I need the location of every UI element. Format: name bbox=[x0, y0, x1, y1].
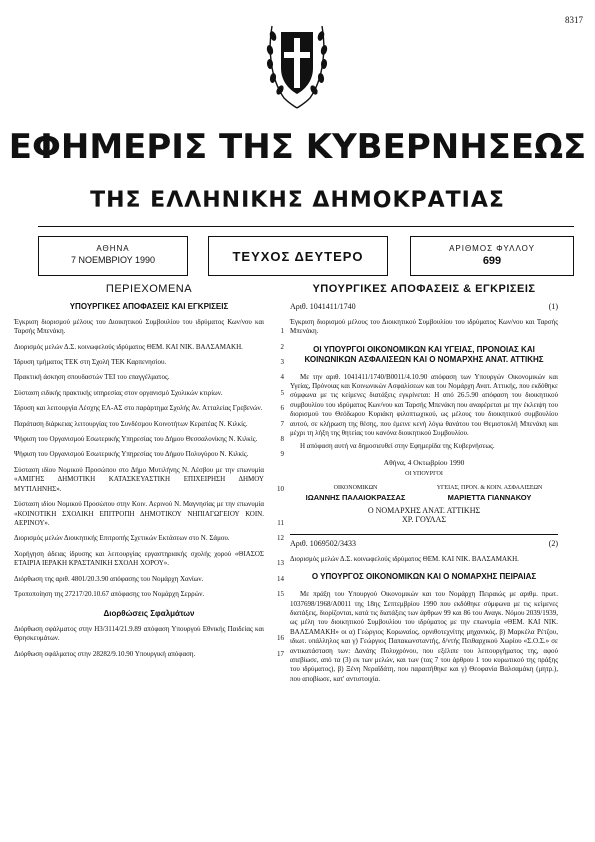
toc-entry bbox=[14, 373, 284, 382]
toc-entry bbox=[14, 389, 284, 398]
toc-entry bbox=[14, 466, 284, 494]
toc-entry bbox=[14, 420, 284, 429]
toc-entry-text: Χορήγηση άδειας ίδρυσης και λειτουργίας εργαστηριακής σχολής χορού «ΘΙΑΣΟΣ ΕΤΑΙΡΙΑ ΙΕΡΑΚΗ ΚΡΑΣΤΑΝΙΚΗ ΣΧΟΛΗ ΧΟΡΟΥ». bbox=[14, 549, 264, 568]
toc-entry bbox=[14, 575, 284, 584]
signatory-role: ΟΙΚΟΝΟΜΙΚΩΝ bbox=[333, 484, 378, 491]
toc-entry bbox=[14, 318, 284, 337]
toc-entry-page: 1 bbox=[280, 327, 284, 336]
toc-entry-text: Σύσταση ειδικής πρακτικής υπηρεσίας στον οργανισμό Σχολικών κτιρίων. bbox=[14, 388, 223, 397]
toc-entry-text: Έγκριση διορισμού μέλους του Διοικητικού Συμβουλίου του ιδρύματος Κων/νου και Ταρσής Μπενάκη. bbox=[14, 317, 264, 336]
toc-entry-page: 4 bbox=[280, 373, 284, 382]
toc-entry-page: 15 bbox=[277, 589, 284, 598]
toc-entry-page: 9 bbox=[280, 450, 284, 459]
toc-entry-text: Ίδρυση και λειτουργία Λέσχης ΕΛ-ΑΣ στο παράρτημα Σχολής Αν. Ατταλείας Γρεβενών. bbox=[14, 404, 263, 413]
toc-entry-text: Διορισμός μελών Διοικητικής Επιτροπής Σχετικών Εκτάσεων στο Ν. Σάμου. bbox=[14, 534, 230, 543]
decision-2-body: Με πράξη του Υπουργού Οικονομικών και του Νομάρχη Πειραιώς με αριθμ. πρωτ. 1037698/1968/Α0011 της 18ης Σεπτεμβρίου 1990 που εκδόθηκε σύμφωνα με τις κείμενες διατάξεις, διορίζονται, κατά τις διατάξεις των άρθρων 99 και 86 του Αναγκ. Νόμου 2039/1939, ως μέλη του διοικητικού Συμβουλίου του ιδρύματος με την επωνυμία «ΘΕΜ. ΚΑΙ ΝΙΚ. ΒΑΛΣΑΜΑΚΗ» οι α) Γεώργιος Κορωναίος, ορνιθοτεχνίτης μηχανικός, β) Μαρκέλα Ρέτζου, ιδιωτ. υπάλληλος και γ) Γεώργιος Παπακωνσταντής, δ/ντής Πειθαρχικού Χωρίου «Σ.Ο.Σ.» σε αντικατάσταση των: Δανάης Πολυχρόνου, που εξέλιπε του λειτουργήματος της, αφού απεβίωσε, από τα (3) εκ των μελών, και των (τας 7 του άρθρου 1 του κυρωτικού της πράξης του ιδρύματος), β) Ξένη Νεραϊδάτη, που παραιτήθηκε και γ) Θεοφανία Βαλσαμάκη (μητρ.), που αποβίωσε, κατ' αντιστοιχία. bbox=[290, 590, 558, 683]
toc-entry-text: Ψήφιση του Οργανισμού Εσωτερικής Υπηρεσίας του Δήμου Θεσσαλονίκης Ν. Κιλκίς. bbox=[14, 435, 258, 444]
decisions-column bbox=[290, 285, 558, 688]
toc-entry-text: Τροποποίηση της 27217/20.10.67 απόφασης του Νομάρχη Σερρών. bbox=[14, 589, 205, 598]
decision-2-subject: Διορισμός μελών Δ.Σ. κοινωφελούς ιδρύματος ΘΕΜ. ΚΑΙ ΝΙΚ. ΒΑΛΣΑΜΑΚΗ. bbox=[290, 554, 519, 563]
toc-entry bbox=[14, 500, 284, 528]
correction-entry-text: Διόρθωση σφάλματος στην 28282/9.10.90 Υπουργική απόφαση. bbox=[14, 649, 196, 658]
page-number: 8317 bbox=[565, 15, 583, 25]
correction-entry-page: 16 bbox=[277, 634, 284, 643]
decision-2-header bbox=[290, 539, 558, 548]
ministerial-decisions-heading: ΥΠΟΥΡΓΙΚΕΣ ΑΠΟΦΑΣΕΙΣ ΚΑΙ ΕΓΚΡΙΣΕΙΣ bbox=[69, 302, 229, 312]
sheet-label: ΑΡΙΘΜΟΣ ΦΥΛΛΟΥ bbox=[449, 244, 535, 253]
toc-entry bbox=[14, 358, 284, 367]
contents-column bbox=[14, 285, 284, 665]
decision-1-signatures bbox=[290, 484, 558, 503]
toc-entry-text: Ψήφιση του Οργανισμού Εσωτερικής Υπηρεσίας του Δήμου Πολυγύρου Ν. Κιλκίς. bbox=[14, 450, 249, 459]
toc-entry-page: 10 bbox=[277, 484, 284, 493]
decision-1-ref: Αριθ. 1041411/1740 bbox=[290, 302, 356, 312]
decision-1-header bbox=[290, 302, 558, 311]
toc-entry-text: Παράταση διάρκειας λειτουργίας του Συνδέσμου Κοινοτήτων Κερατέας Ν. Κιλκίς. bbox=[14, 419, 248, 428]
coat-of-arms-emblem bbox=[264, 18, 330, 110]
toc-entry bbox=[14, 550, 284, 569]
toc-entry-text: Πρακτική άσκηση σπουδαστών ΤΕΙ του επαγγέλματος. bbox=[14, 373, 170, 382]
toc-entry-page: 14 bbox=[277, 574, 284, 583]
decision-1-authority: ΟΙ ΥΠΟΥΡΓΟΙ ΟΙΚΟΝΟΜΙΚΩΝ ΚΑΙ ΥΓΕΙΑΣ, ΠΡΟΝΟΙΑΣ ΚΑΙ ΚΟΙΝΩΝΙΚΩΝ ΑΣΦΑΛΙΣΕΩΝ ΚΑΙ Ο ΝΟΜΑΡΧΗΣ ΑΝΑΤ. ΑΤΤΙΚΗΣ bbox=[304, 344, 544, 364]
toc-entry-page: 12 bbox=[277, 534, 284, 543]
decision-2-ref: Αριθ. 1069502/3433 bbox=[290, 539, 356, 549]
signature-block bbox=[306, 484, 406, 503]
masthead-rule bbox=[38, 226, 574, 227]
city-label: ΑΘΗΝΑ bbox=[96, 244, 130, 253]
toc-entry-text: Σύσταση ιδίου Νομικού Προσώπου στο Δήμο Μυτιλήνης Ν. Λέσβου με την επωνυμία «ΑΜΙΓΗΣ ΔΗΜΟΤΙΚΗ ΚΑΤΑΣΚΕΥΑΣΤΙΚΗ ΕΠΙΧΕΙΡΗΣΗ ΔΗΜΟΥ ΜΥΤΙΛΗΝΗΣ». bbox=[14, 465, 264, 493]
signatory-name: ΜΑΡΙΕΤΤΑ ΓΙΑΝΝΑΚΟΥ bbox=[447, 493, 532, 503]
toc-entry-page: 6 bbox=[280, 404, 284, 413]
toc-entry bbox=[14, 590, 284, 599]
signatory-name: ΧΡ. ΓΟΥΛΑΣ bbox=[401, 514, 447, 524]
toc-entry bbox=[14, 343, 284, 352]
toc-entry bbox=[14, 534, 284, 543]
sheet-box bbox=[410, 236, 574, 276]
signatory-name: ΙΩΑΝΝΗΣ ΠΑΛΑΙΟΚΡΑΣΣΑΣ bbox=[305, 493, 406, 503]
info-bar bbox=[38, 236, 574, 276]
sheet-number: 699 bbox=[482, 255, 502, 267]
toc-entry-text: Διορισμός μελών Δ.Σ. κοινωφελούς ιδρύματος ΘΕΜ. ΚΑΙ ΝΙΚ. ΒΑΛΣΑΜΑΚΗ. bbox=[14, 342, 243, 351]
toc-entry-text: Σύσταση ιδίου Νομικού Προσώπου στην Κοιν. Αερινού Ν. Μαγνησίας με την επωνυμία «ΚΟΙΝΟΤΙΚΗ ΣΧΟΛΙΚΗ ΕΠΙΤΡΟΠΗ ΔΗΜΟΤΙΚΟΥ ΝΗΠΙΑΓΩΓΕΙΟΥ ΚΟΙΝ. ΑΕΡΙΝΟΥ». bbox=[14, 500, 264, 527]
correction-entry-text: Διόρθωση σφάλματος στην Η3/3114/21.9.89 απόφαση Υπουργού Εθνικής Παιδείας και Θρησκευμάτων. bbox=[14, 624, 264, 643]
toc-entry-page: 3 bbox=[280, 358, 284, 367]
toc-entry bbox=[14, 435, 284, 444]
toc-entry-page: 5 bbox=[280, 388, 284, 397]
signatory-role: Ο ΝΟΜΑΡΧΗΣ ΑΝΑΤ. ΑΤΤΙΚΗΣ bbox=[367, 505, 481, 515]
decision-1-body: Με την αριθ. 1041411/1740/Β0011/4.10.90 απόφαση των Υπουργών Οικονομικών και Υγείας, Πρόνοιας και Κοινωνικών Ασφαλίσεων και του Νομάρχη Ανατ. Αττικής, που εκδόθηκε σύμφωνα με τις κείμενες διατάξεις εγκρίνεται: Η από 26.5.90 απόφαση του διοικητικού συμβουλίου του ιδρύματος Κων/νου και Ταρσής Μπενάκη που αναφέρεται με την έκλειψη του διορισμού του Θεόδωρου Κυριάκη φιλοπτωχικού, ως μέλους του διοικητικού συμβουλίου αυτού, σε κλήρωση της θέσης, που έμεινε κενή λόγω θανάτου του Θεμιστοκλή Μπενάκη και μέχρι τη λήξη της θητείας του κανόνα διοικητικού Συμβουλίου. bbox=[290, 372, 558, 438]
decision-1-signatories-label: ΟΙ ΥΠΟΥΡΓΟΙ bbox=[405, 471, 443, 478]
decision-1-num: (1) bbox=[548, 302, 558, 312]
toc-entry-page: 2 bbox=[280, 342, 284, 351]
toc-entry-page: 13 bbox=[277, 559, 284, 568]
toc-entry-text: Διόρθωση της αριθ. 4801/20.3.90 απόφασης του Νομάρχη Χανίων. bbox=[14, 574, 204, 583]
issue-label: ΤΕΥΧΟΣ ΔΕΥΤΕΡΟ bbox=[232, 249, 364, 264]
contents-heading: ΠΕΡΙΕΧΟΜΕΝΑ bbox=[105, 283, 193, 295]
toc-entry-page: 8 bbox=[280, 435, 284, 444]
correction-entry bbox=[14, 650, 284, 659]
gazette-subtitle: ΤΗΣ ΕΛΛΗΝΙΚΗΣ ΔΗΜΟΚΡΑΤΙΑΣ bbox=[90, 188, 505, 213]
correction-entry-page: 17 bbox=[277, 649, 284, 658]
signature-block bbox=[437, 484, 543, 503]
decision-separator bbox=[290, 534, 558, 535]
decisions-heading: ΥΠΟΥΡΓΙΚΕΣ ΑΠΟΦΑΣΕΙΣ & ΕΓΚΡΙΣΕΙΣ bbox=[312, 283, 536, 295]
decision-1-closing: Η απόφαση αυτή να δημοσιευθεί στην Εφημερίδα της Κυβερνήσεως. bbox=[300, 442, 495, 451]
gazette-title: ΕΦΗΜΕΡΙΣ ΤΗΣ ΚΥΒΕΡΝΗΣΕΩΣ bbox=[8, 127, 587, 167]
decision-2-num: (2) bbox=[548, 539, 558, 549]
toc-entry bbox=[14, 450, 284, 459]
correction-entry bbox=[14, 625, 284, 644]
decision-2-authority: Ο ΥΠΟΥΡΓΟΣ ΟΙΚΟΝΟΜΙΚΩΝ ΚΑΙ Ο ΝΟΜΑΡΧΗΣ ΠΕΙΡΑΙΑΣ bbox=[311, 572, 537, 582]
decision-1-subject: Έγκριση διορισμού μέλους του Διοικητικού Συμβουλίου του ιδρύματος Κων/νου και Ταρσής Μπενάκη. bbox=[290, 317, 558, 336]
corrections-heading: Διορθώσεις Σφαλμάτων bbox=[103, 609, 195, 619]
date-box bbox=[38, 236, 188, 276]
signatory-role: ΥΓΕΙΑΣ, ΠΡΟΝ. & ΚΟΙΝ. ΑΣΦΑΛΙΣΕΩΝ bbox=[436, 484, 543, 491]
toc-entry-page: 11 bbox=[277, 518, 284, 527]
issue-date: 7 ΝΟΕΜΒΡΙΟΥ 1990 bbox=[70, 255, 156, 265]
toc-entry-page: 7 bbox=[280, 419, 284, 428]
toc-entry bbox=[14, 404, 284, 413]
decision-1-place-date: Αθήνα, 4 Οκτωβρίου 1990 bbox=[383, 457, 465, 467]
issue-box bbox=[208, 236, 388, 276]
toc-entry-text: Ίδρυση τμήματος ΤΕΚ στη Σχολή ΤΕΚ Καρπενησίου. bbox=[14, 358, 167, 367]
